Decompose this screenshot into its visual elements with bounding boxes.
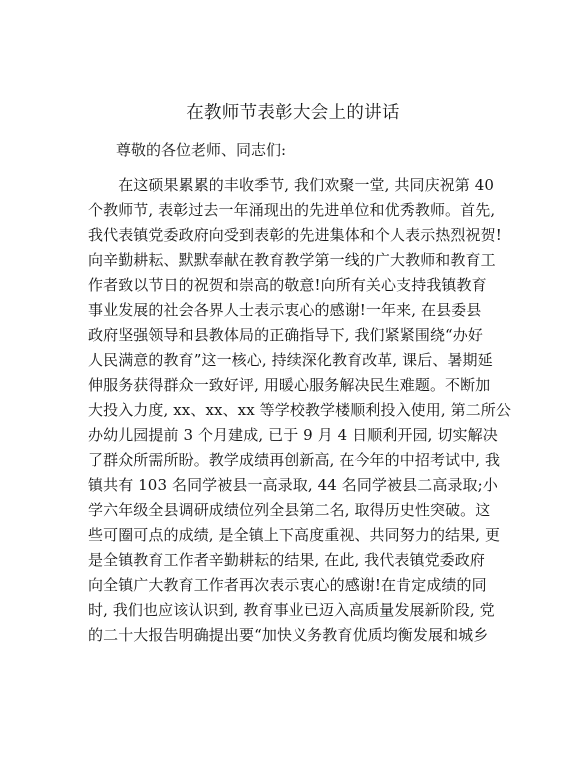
body-line: 些可圈可点的成绩, 是全镇上下高度重视、共同努力的结果, 更 (88, 526, 501, 544)
body-line: 伸服务获得群众一致好评, 用暖心服务解决民生难题。不断加 (88, 376, 491, 394)
body-line: 学六年级全县调研成绩位列全县第二名, 取得历史性突破。这 (88, 501, 491, 519)
body-line: 是全镇教育工作者辛勤耕耘的结果, 在此, 我代表镇党委政府 (88, 551, 485, 569)
body-line: 的二十大报告明确提出要“加快义务教育优质均衡发展和城乡 (88, 626, 489, 644)
body-line: 时, 我们也应该认识到, 教育事业已迈入高质量发展新阶段, 党 (88, 601, 495, 619)
body-line: 我代表镇党委政府向受到表彰的先进集体和个人表示热烈祝贺! (88, 226, 502, 244)
body-line: 个教师节, 表彰过去一年涌现出的先进单位和优秀教师。首先, (88, 201, 496, 219)
salutation: 尊敬的各位老师、同志们: (116, 141, 287, 159)
page-title: 在教师节表彰大会上的讲话 (186, 103, 400, 123)
body-line: 了群众所需所盼。教学成绩再创新高, 在今年的中招考试中, 我 (88, 451, 501, 469)
body-line: 政府坚强领导和县教体局的正确指导下, 我们紧紧围绕“办好 (88, 326, 484, 344)
body-line: 作者致以节日的祝贺和崇高的敬意!向所有关心支持我镇教育 (88, 276, 487, 294)
body-line: 在这硕果累累的丰收季节, 我们欢聚一堂, 共同庆祝第 40 (88, 176, 495, 194)
body-line: 人民满意的教育”这一核心, 持续深化教育改革, 课后、暑期延 (88, 351, 493, 369)
body-line: 大投入力度, xx、xx、xx 等学校教学楼顺利投入使用, 第二所公 (88, 401, 511, 419)
body-line: 镇共有 103 名同学被县一高录取, 44 名同学被县二高录取;小 (88, 476, 498, 494)
body-line: 办幼儿园提前 3 个月建成, 已于 9 月 4 日顺利开园, 切实解决 (88, 426, 498, 444)
body-line: 事业发展的社会各界人士表示衷心的感谢!一年来, 在县委县 (88, 301, 482, 319)
body-line: 向辛勤耕耘、默默奉献在教育教学第一线的广大教师和教育工 (88, 251, 496, 269)
body-line: 向全镇广大教育工作者再次表示衷心的感谢!在肯定成绩的同 (88, 576, 487, 594)
